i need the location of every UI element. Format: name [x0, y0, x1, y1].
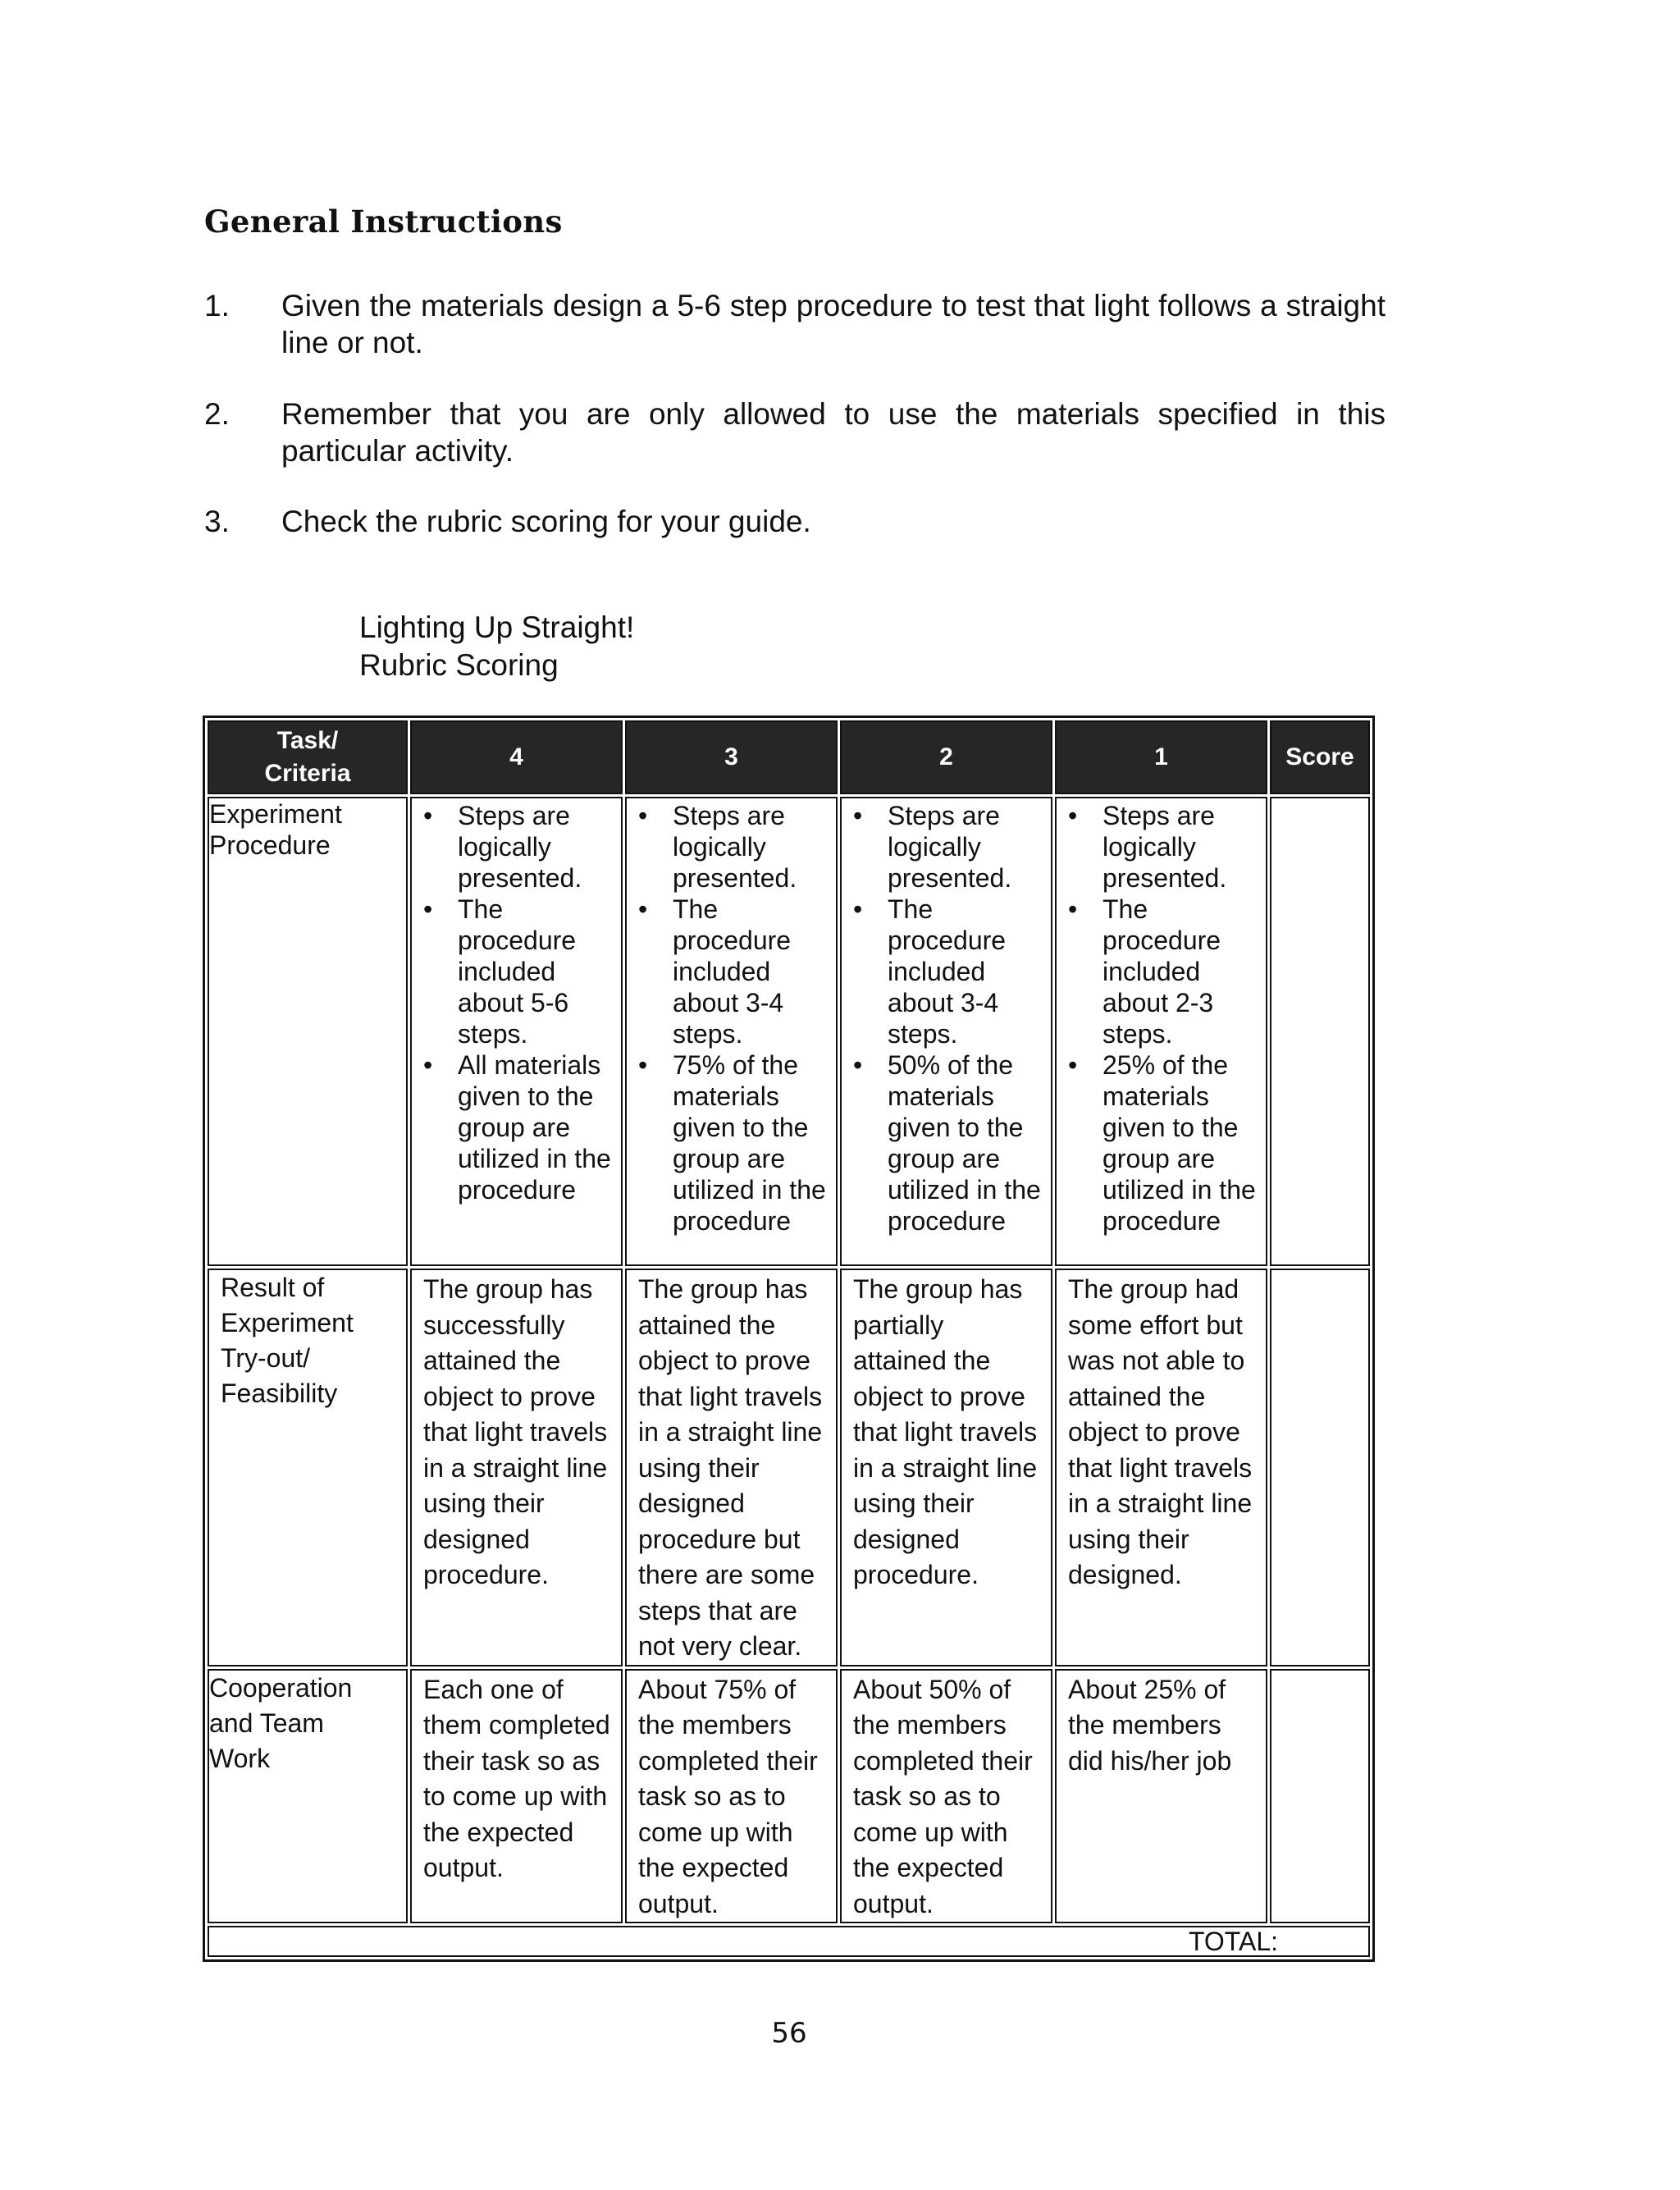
bullet-item: • The procedure included about 3-4 steps.	[627, 894, 836, 1049]
section-heading: General Instructions	[204, 203, 563, 240]
bullet-item: • The procedure included about 3-4 steps.	[842, 894, 1051, 1049]
instruction-item	[204, 503, 1386, 540]
rubric-cell	[625, 1269, 838, 1667]
bullet-item: • 25% of the materials given to the group are utilized in the procedure	[1057, 1049, 1266, 1237]
page-number: 56	[771, 2017, 807, 2050]
rubric-cell	[410, 1669, 623, 1924]
bullet-item: • The procedure included about 2-3 steps.	[1057, 894, 1266, 1049]
instruction-number: 1.	[204, 289, 230, 322]
rubric-title-block	[359, 609, 634, 684]
criteria-cell	[208, 1669, 408, 1924]
cell-text: The group has successfully attained the object to prove that light travels in a straight line using their designed procedure.	[423, 1274, 608, 1589]
rubric-cell	[625, 797, 838, 1266]
instruction-text: Check the rubric scoring for your guide.	[281, 505, 811, 538]
rubric-cell	[1055, 1269, 1267, 1667]
score-cell	[1270, 1669, 1370, 1924]
rubric-cell	[410, 797, 623, 1266]
instruction-item	[204, 287, 1386, 361]
header-score: Score	[1270, 720, 1370, 794]
rubric-total-row	[208, 1926, 1370, 1957]
rubric-row-result	[208, 1269, 1370, 1667]
instruction-item	[204, 395, 1386, 469]
bullet-item: • 75% of the materials given to the group are utilized in the procedure	[627, 1049, 836, 1237]
rubric-header-row	[208, 720, 1370, 794]
bullet-item: • The procedure included about 5-6 steps.	[412, 894, 621, 1049]
rubric-cell	[840, 1669, 1052, 1924]
header-task-criteria: Task/ Criteria	[208, 720, 408, 794]
rubric-cell	[1055, 1669, 1267, 1924]
criteria-line: Result of	[221, 1273, 325, 1302]
cell-text: The group had some effort but was not able to attained the object to prove that light travels in a straight line using their designed.	[1068, 1274, 1253, 1589]
cell-text: The group has partially attained the object to prove that light travels in a straight line using their designed procedure.	[853, 1274, 1038, 1589]
bullet-item: • Steps are logically presented.	[412, 800, 621, 894]
bullet-item: • Steps are logically presented.	[627, 800, 836, 894]
rubric-subtitle: Rubric Scoring	[359, 648, 559, 682]
criteria-line: Procedure	[209, 830, 331, 860]
cell-text: Each one of them completed their task so as to come up with the expected output.	[423, 1674, 610, 1882]
header-score-1: 1	[1055, 720, 1267, 794]
criteria-line: Feasibility	[221, 1378, 338, 1408]
criteria-line: and Team	[209, 1708, 324, 1738]
bullet-item: • Steps are logically presented.	[842, 800, 1051, 894]
criteria-line: Cooperation	[209, 1672, 353, 1703]
criteria-line: Work	[209, 1743, 271, 1773]
header-score-3: 3	[625, 720, 838, 794]
rubric-row-cooperation	[208, 1669, 1370, 1924]
instruction-number: 3.	[204, 505, 230, 538]
instruction-text: Given the materials design a 5-6 step procedure to test that light follows a straight line or not.	[281, 289, 1386, 359]
rubric-title: Lighting Up Straight!	[359, 610, 635, 644]
rubric-cell	[625, 1669, 838, 1924]
criteria-line: Experiment	[221, 1308, 354, 1337]
criteria-line: Experiment	[209, 799, 342, 829]
rubric-cell	[410, 1269, 623, 1667]
criteria-cell	[208, 1269, 408, 1667]
score-cell	[1270, 1269, 1370, 1667]
rubric-table	[203, 716, 1375, 1962]
bullet-item: • All materials given to the group are utilized in the procedure	[412, 1049, 621, 1205]
rubric-cell	[840, 1269, 1052, 1667]
instruction-text: Remember that you are only allowed to use the materials specified in this particular activity.	[281, 397, 1386, 468]
rubric-row-procedure	[208, 797, 1370, 1266]
cell-text: About 25% of the members did his/her job	[1068, 1674, 1232, 1776]
instruction-number: 2.	[204, 397, 230, 431]
cell-text: About 75% of the members completed their task so as to come up with the expected output.	[638, 1674, 818, 1918]
cell-text: About 50% of the members completed their task so as to come up with the expected output.	[853, 1674, 1033, 1918]
total-label: TOTAL:	[208, 1926, 1370, 1957]
cell-text: The group has attained the object to prove that light travels in a straight line using their designed procedure but there are some steps that are not very clear.	[638, 1274, 823, 1661]
criteria-line: Try-out/	[221, 1343, 311, 1373]
criteria-cell	[208, 797, 408, 1266]
header-score-4: 4	[410, 720, 623, 794]
bullet-item: • 50% of the materials given to the group are utilized in the procedure	[842, 1049, 1051, 1237]
bullet-item: • Steps are logically presented.	[1057, 800, 1266, 894]
rubric-cell	[840, 797, 1052, 1266]
header-score-2: 2	[840, 720, 1052, 794]
score-cell	[1270, 797, 1370, 1266]
rubric-cell	[1055, 797, 1267, 1266]
